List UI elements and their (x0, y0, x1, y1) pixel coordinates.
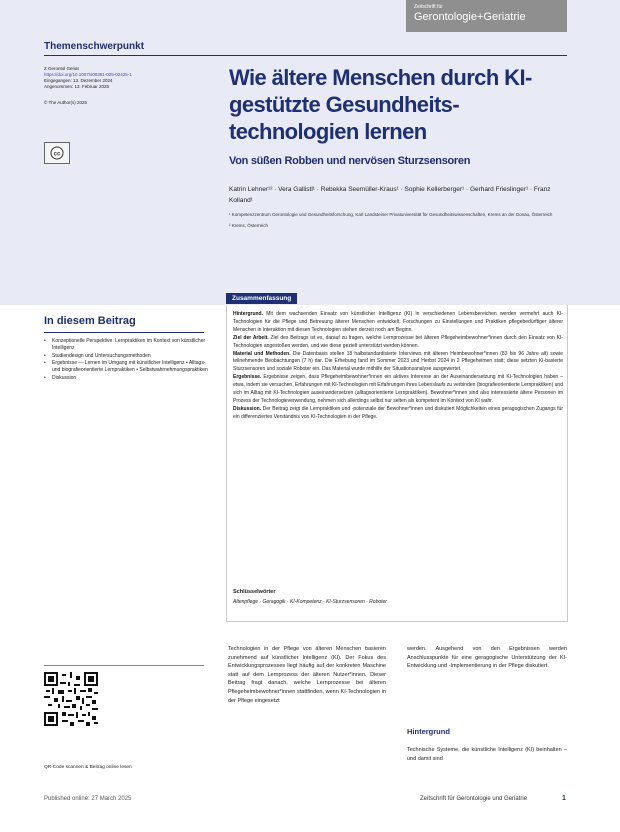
section-label: Themenschwerpunkt (44, 41, 145, 52)
article-meta (44, 66, 214, 106)
copyright: © The Author(s) 2025 (44, 100, 88, 105)
journal-small-label: Zeitschrift für (414, 4, 443, 10)
affiliation-1: ¹ Kompetenzzentrum Gerontologie und Gesundheitsforschung, Karl Landsteiner Privatuniversität für Gesundheitswissenschaften, Krems an der Donau, Österreich (229, 212, 553, 217)
doi-link[interactable]: https://doi.org/10.1007/s00391-025-02425-1 (44, 72, 132, 77)
cc-icon (50, 146, 64, 160)
divider (44, 55, 567, 56)
toc-item[interactable]: • Diskussion (44, 375, 209, 382)
abstract-paragraph: Ergebnisse. Ergebnisse zeigen, dass Pflegeheimbewohner*innen ein aktives Interesse an der Auseinandersetzung mit KI-Technologien haben – etwa, indem sie versuchen, Erfahrungen mit KI-Technologien mit Erfahrungen ihres Lebenslaufs zu verbinden (biografieorientierte Lernpraktiken) und sich im Alltag mit KI-Technologien auseinandersetzen (alltagsorientierte Lernpraktiken). Bewohner*innen sind also interessierte ältere Personen im Prozess der Technologieverwendung, nehmen sich allerdings selbst nur selten als kompetent im Kontext von KI wahr. (233, 374, 563, 404)
cc-icon-label: cc (53, 151, 61, 158)
abstract-paragraph: Hintergrund. Mit dem wachsenden Einsatz von künstlicher Intelligenz (KI) in verschiedenen Lebensbereichen werden vermehrt auch KI-Technologien für die Pflege und Betreuung älterer Menschen entwickelt. Forschungen zu Einstellungen und Praktiken pflegebedürftiger älterer Menschen in Interaktion mit diesen Technologien stehen derzeit noch am Beginn. (233, 311, 563, 333)
toc-title: In diesem Beitrag (44, 315, 136, 327)
keywords-list: Altenpflege · Geragogik · KI-Kompetenz · KI-Sturzsensoren · Roboter (233, 599, 387, 605)
toc-item[interactable]: • Konzeptionelle Perspektive: Lernpraktiken im Kontext von künstlicher Intelligenz (44, 338, 209, 352)
article-subtitle: Von süßen Robben und nervösen Sturzsensoren (229, 155, 471, 167)
received-date: Eingegangen: 13. Dezember 2024 (44, 78, 113, 83)
author-list: Katrin Lehner¹² · Vera Gallistl¹ · Rebekka Seemüller-Kraus¹ · Sophie Kellerberger¹ · Gerhard Frieslinger¹ · Franz Kolland¹ (229, 186, 551, 204)
abstract-text (233, 311, 563, 422)
abstract-paragraph: Ziel der Arbeit. Ziel des Beitrags ist es, darauf zu fragen, welche Lernprozesse bei älteren Pflegeheimbewohner*innen durch den Einsatz von KI-Technologien angestoßen werden, und wie diese gezielt unterstützt werden können. (233, 334, 563, 349)
abstract-tab: Zusammenfassung (226, 293, 297, 304)
abstract-paragraph: Diskussion. Der Beitrag zeigt die Lernpraktiken und -potenziale der Bewohner*innen und diskutiert Möglichkeiten eines geragogischen Zugangs für ein differenziertes Verständnis von KI-Technologien in der Pflege. (233, 405, 563, 420)
divider (44, 332, 204, 333)
keywords-title: Schlüsselwörter (233, 589, 276, 595)
body-text-right: werden. Ausgehend von den Ergebnissen werden Anschlusspunkte für eine geragogische Unterstützung der KI-Entwicklung und -Implementierung in der Pflege diskutiert. (407, 646, 567, 670)
body-text-right-2: Technische Systeme, die künstliche Intelligenz (KI) beinhalten – und damit sind (407, 747, 567, 762)
qr-caption: QR-Code scannen & Beitrag online lesen (44, 765, 132, 770)
toc-list (44, 338, 209, 383)
journal-name: Gerontologie+Geriatrie (414, 11, 526, 23)
toc-item[interactable]: • Ergebnisse — Lernen im Umgang mit künstlicher Intelligenz • Alltags- und biografieorientierte Lernpraktiken • Selbstwahrnehmungspraktiken (44, 360, 209, 374)
abstract-paragraph: Material und Methoden. Die Datenbasis stellen 18 halbstandardisierte Interviews mit älteren Heimbewohner*innen (83 bis 96 Jahre alt) sowie teilnehmende Beobachtungen (7 h) dar. Die Erhebung fand im Sommer 2023 und Herbst 2024 in 2 Pflegeheimen statt; diese setzten KI-basierte Sturzsensoren und soziale Roboter ein. Das Material wurde mithilfe der Situationsanalyse ausgewertet. (233, 350, 563, 373)
toc-item[interactable]: • Studiendesign und Untersuchungsmethoden (44, 353, 209, 360)
qr-code-icon[interactable] (44, 672, 98, 726)
footer-journal: Zeitschrift für Gerontologie und Geriatrie (420, 796, 528, 802)
body-text-left: Technologien in der Pflege von älteren Menschen basieren zunehmend auf künstlicher Intelligenz (KI). Der Fokus des Entwicklungsprozesses liegt häufig auf der konkreten Maschine statt auf dem Lernprozess der älteren Nutzer*innen. Dieser Beitrag fragt danach, welche Lernprozesse bei älteren Pflegeheimbewohner*innen stattfinden, wenn KI-Technologien in der Pflege eingesetzt (228, 646, 386, 704)
published-date: Published online: 27 March 2025 (44, 796, 132, 802)
affiliations (229, 212, 559, 229)
accepted-date: Angenommen: 13. Februar 2025 (44, 84, 110, 89)
divider (44, 665, 204, 666)
journal-logo (406, 0, 567, 32)
section-heading: Hintergrund (407, 727, 450, 736)
affiliation-2: ² Krems, Österreich (229, 222, 269, 228)
journal-line: Z Gerontol Geriat (44, 66, 79, 71)
page-number: 1 (562, 795, 566, 802)
article-title: Wie ältere Menschen durch KI-gestützte Gesundheits-technologien lernen (229, 65, 532, 144)
cc-license-icon[interactable] (44, 142, 70, 164)
